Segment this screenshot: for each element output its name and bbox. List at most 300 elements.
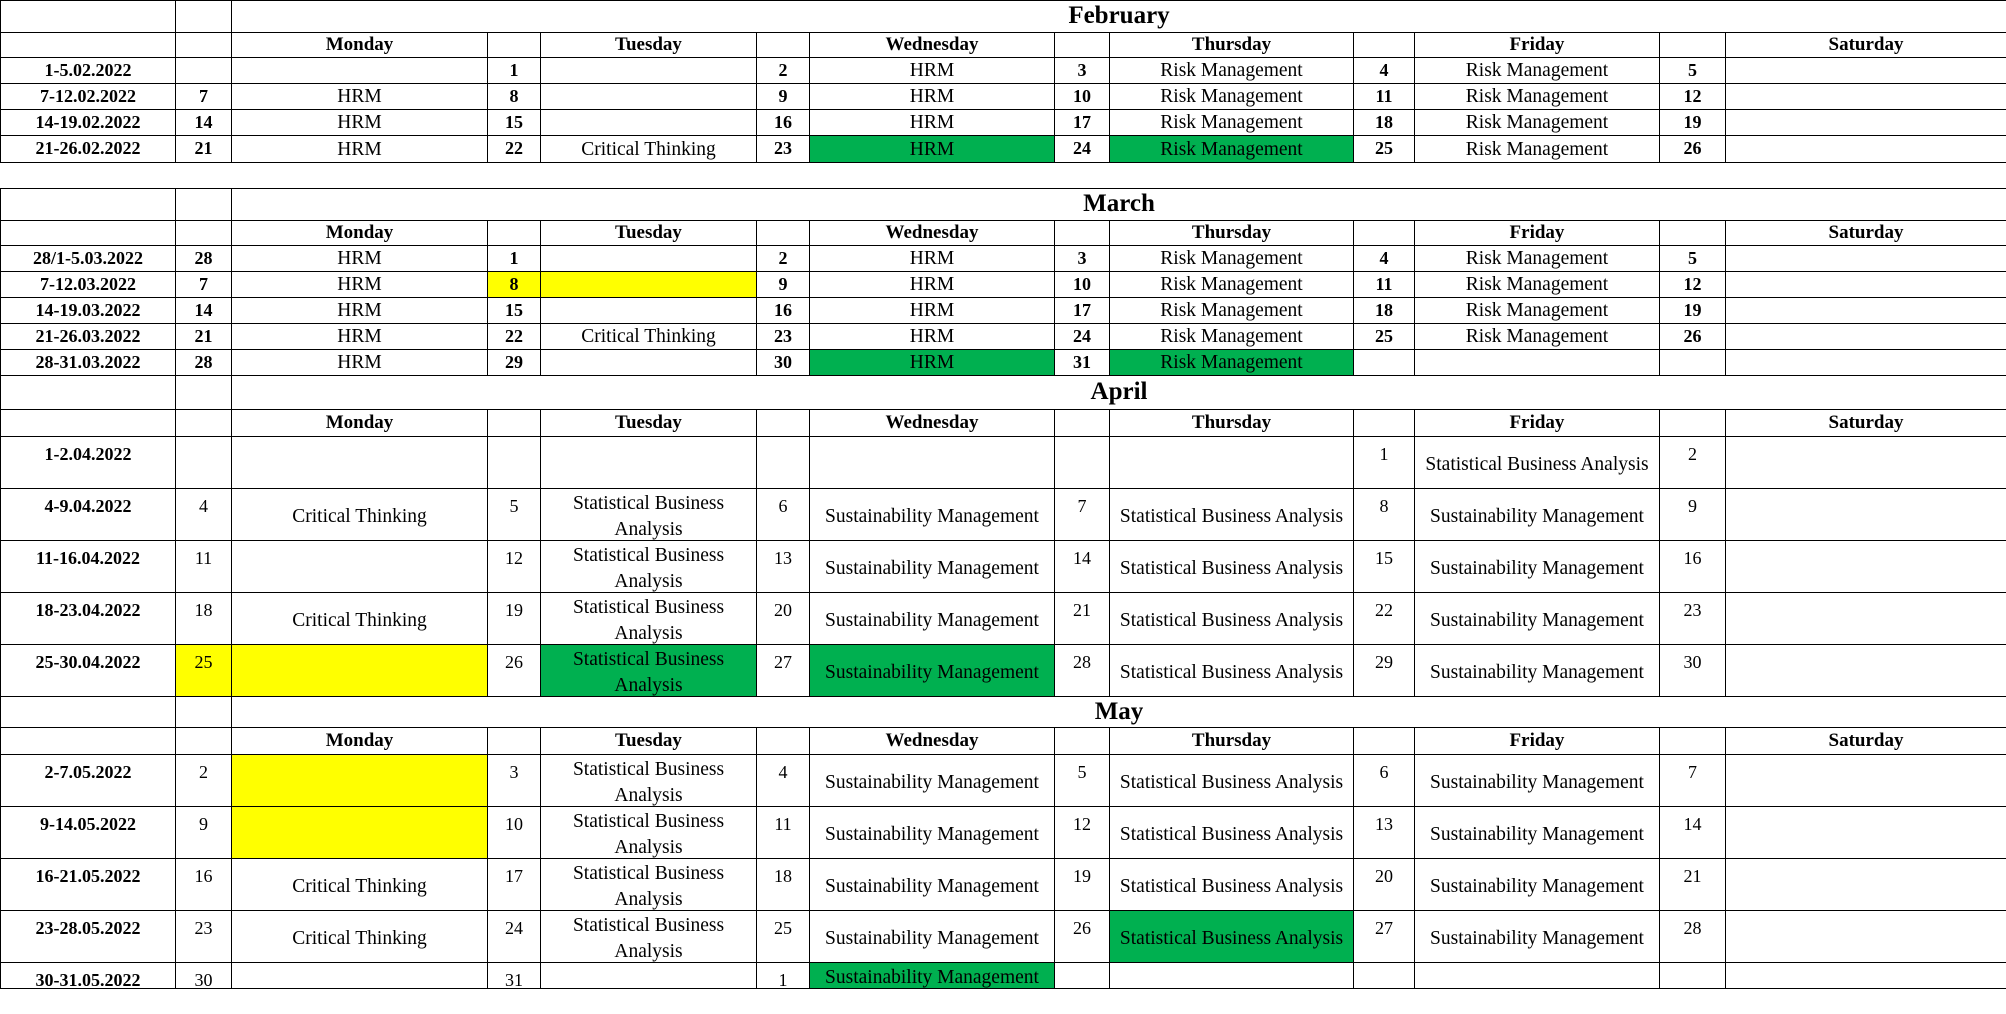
course-cell: Sustainability Management: [809, 858, 1055, 911]
day-number: 17: [1054, 297, 1110, 324]
course-cell: Statistical Business Analysis: [540, 910, 757, 963]
day-number: 14: [1054, 540, 1110, 593]
course-cell: Risk Management: [1109, 57, 1354, 84]
course-cell: [1725, 910, 2006, 963]
day-header: Thursday: [1109, 32, 1354, 58]
course-cell: [231, 436, 488, 489]
week-range-label: 4-9.04.2022: [0, 488, 176, 541]
blank-cell: [175, 375, 232, 410]
day-number: 30: [756, 349, 810, 376]
day-number: 1: [487, 57, 541, 84]
day-number: 30: [1659, 644, 1726, 697]
course-cell: Sustainability Management: [1414, 488, 1660, 541]
day-number: 1: [1353, 436, 1415, 489]
course-cell: [540, 109, 757, 136]
course-cell: [1725, 297, 2006, 324]
course-cell: [540, 436, 757, 489]
course-cell: [1725, 271, 2006, 298]
day-header: Friday: [1414, 32, 1660, 58]
day-number: 28: [1659, 910, 1726, 963]
week-range-label: 21-26.03.2022: [0, 323, 176, 350]
day-header: Tuesday: [540, 727, 757, 755]
day-number: 15: [1353, 540, 1415, 593]
day-number: 25: [1353, 135, 1415, 163]
day-number: 31: [1054, 349, 1110, 376]
course-cell: Sustainability Management: [809, 910, 1055, 963]
day-number: [1353, 962, 1415, 989]
day-number: 11: [1353, 271, 1415, 298]
day-number: 26: [1659, 135, 1726, 163]
course-cell: [1725, 245, 2006, 272]
course-cell: [1725, 754, 2006, 807]
day-number: 3: [1054, 57, 1110, 84]
day-number-header: [1353, 32, 1415, 58]
course-cell: Critical Thinking: [231, 592, 488, 645]
week-range-label: 9-14.05.2022: [0, 806, 176, 859]
day-header: Tuesday: [540, 220, 757, 246]
course-cell: Statistical Business Analysis: [1109, 754, 1354, 807]
day-number: 9: [1659, 488, 1726, 541]
week-range-label: 30-31.05.2022: [0, 962, 176, 989]
day-number: 22: [1353, 592, 1415, 645]
course-cell: Critical Thinking: [540, 135, 757, 163]
course-cell: Sustainability Management: [1414, 910, 1660, 963]
day-number: 24: [1054, 135, 1110, 163]
course-cell: Sustainability Management: [1414, 806, 1660, 859]
course-cell: Risk Management: [1414, 297, 1660, 324]
day-number: 6: [1353, 754, 1415, 807]
course-cell: HRM: [231, 109, 488, 136]
day-number: 5: [1659, 245, 1726, 272]
day-number: 14: [175, 109, 232, 136]
day-number-header: [175, 220, 232, 246]
course-cell: Risk Management: [1414, 57, 1660, 84]
day-number: 19: [1659, 109, 1726, 136]
course-cell: HRM: [231, 135, 488, 163]
day-number: 23: [175, 910, 232, 963]
day-number: 4: [175, 488, 232, 541]
day-header: Friday: [1414, 409, 1660, 437]
course-cell: Risk Management: [1109, 135, 1354, 163]
day-header: Tuesday: [540, 409, 757, 437]
day-number: 27: [756, 644, 810, 697]
day-header: Monday: [231, 727, 488, 755]
day-number-header: [1054, 727, 1110, 755]
course-cell: HRM: [809, 135, 1055, 163]
day-number-header: [756, 409, 810, 437]
day-number: 10: [1054, 271, 1110, 298]
week-range-label: 18-23.04.2022: [0, 592, 176, 645]
day-number-header: [1659, 32, 1726, 58]
day-number: 11: [756, 806, 810, 859]
week-range-label: 2-7.05.2022: [0, 754, 176, 807]
course-cell: Risk Management: [1109, 323, 1354, 350]
day-number: 5: [487, 488, 541, 541]
day-number: [1659, 349, 1726, 376]
day-number: [756, 436, 810, 489]
day-number-header: [1659, 409, 1726, 437]
course-cell: [540, 962, 757, 989]
day-number: 25: [175, 644, 232, 697]
day-number-header: [1353, 220, 1415, 246]
day-number: 26: [487, 644, 541, 697]
course-cell: [1109, 436, 1354, 489]
course-cell: Risk Management: [1109, 271, 1354, 298]
day-number: 21: [175, 323, 232, 350]
week-range-label: 28/1-5.03.2022: [0, 245, 176, 272]
course-cell: [540, 271, 757, 298]
day-header: Saturday: [1725, 32, 2006, 58]
day-number: 16: [175, 858, 232, 911]
course-cell: Statistical Business Analysis: [540, 858, 757, 911]
day-number: 3: [487, 754, 541, 807]
day-number-header: [487, 409, 541, 437]
course-cell: HRM: [809, 83, 1055, 110]
day-number: 15: [487, 297, 541, 324]
course-cell: [540, 349, 757, 376]
day-number-header: [1659, 727, 1726, 755]
blank-cell: [0, 32, 176, 58]
day-header: Saturday: [1725, 727, 2006, 755]
day-number: 16: [756, 109, 810, 136]
day-number: 26: [1659, 323, 1726, 350]
course-cell: [1725, 858, 2006, 911]
course-cell: Statistical Business Analysis: [1109, 644, 1354, 697]
day-number: 20: [756, 592, 810, 645]
day-number: 7: [175, 83, 232, 110]
day-number: [175, 57, 232, 84]
course-cell: Statistical Business Analysis: [540, 592, 757, 645]
course-cell: HRM: [231, 245, 488, 272]
day-number: 18: [175, 592, 232, 645]
course-cell: Critical Thinking: [231, 910, 488, 963]
week-range-label: 25-30.04.2022: [0, 644, 176, 697]
course-cell: Sustainability Management: [1414, 754, 1660, 807]
course-cell: Sustainability Management: [1414, 858, 1660, 911]
day-header: Wednesday: [809, 409, 1055, 437]
day-number: 27: [1353, 910, 1415, 963]
week-range-label: 14-19.03.2022: [0, 297, 176, 324]
month-title: April: [231, 375, 2006, 410]
course-cell: [809, 436, 1055, 489]
day-number: 2: [1659, 436, 1726, 489]
course-cell: Statistical Business Analysis: [1414, 436, 1660, 489]
day-number: [1659, 962, 1726, 989]
month-title: February: [231, 0, 2006, 33]
course-cell: [1725, 436, 2006, 489]
blank-cell: [0, 696, 176, 728]
day-number: 12: [1659, 271, 1726, 298]
course-cell: [1725, 592, 2006, 645]
course-cell: Sustainability Management: [1414, 540, 1660, 593]
course-cell: Risk Management: [1414, 245, 1660, 272]
day-number: 7: [1054, 488, 1110, 541]
day-number: 28: [175, 349, 232, 376]
course-cell: Risk Management: [1414, 271, 1660, 298]
course-cell: Risk Management: [1109, 83, 1354, 110]
course-cell: Statistical Business Analysis: [1109, 540, 1354, 593]
course-cell: HRM: [809, 349, 1055, 376]
week-range-label: 11-16.04.2022: [0, 540, 176, 593]
day-header: Thursday: [1109, 727, 1354, 755]
day-number: 14: [1659, 806, 1726, 859]
course-cell: Statistical Business Analysis: [540, 644, 757, 697]
blank-cell: [175, 188, 232, 221]
day-number: 12: [487, 540, 541, 593]
day-number: 1: [756, 962, 810, 989]
day-number: 30: [175, 962, 232, 989]
day-number-header: [756, 32, 810, 58]
day-number: 23: [1659, 592, 1726, 645]
course-cell: [231, 754, 488, 807]
course-cell: HRM: [231, 349, 488, 376]
day-number: 10: [487, 806, 541, 859]
course-cell: HRM: [809, 245, 1055, 272]
blank-cell: [0, 188, 176, 221]
day-header: Monday: [231, 220, 488, 246]
course-cell: [1725, 488, 2006, 541]
course-cell: Critical Thinking: [540, 323, 757, 350]
day-number: 1: [487, 245, 541, 272]
day-number: 8: [1353, 488, 1415, 541]
course-cell: [540, 297, 757, 324]
day-header: Wednesday: [809, 32, 1055, 58]
day-number: 4: [756, 754, 810, 807]
day-number: 7: [175, 271, 232, 298]
day-header: Monday: [231, 409, 488, 437]
day-number-header: [175, 727, 232, 755]
course-cell: Risk Management: [1414, 83, 1660, 110]
course-cell: Risk Management: [1414, 109, 1660, 136]
day-number: 14: [175, 297, 232, 324]
course-cell: [1725, 135, 2006, 163]
course-cell: [540, 83, 757, 110]
course-cell: Sustainability Management: [809, 754, 1055, 807]
day-number: 23: [756, 135, 810, 163]
day-number: 19: [1054, 858, 1110, 911]
course-cell: [1414, 349, 1660, 376]
day-number: 10: [1054, 83, 1110, 110]
course-cell: Statistical Business Analysis: [1109, 806, 1354, 859]
course-cell: [1725, 323, 2006, 350]
day-number: 20: [1353, 858, 1415, 911]
course-cell: Sustainability Management: [809, 962, 1055, 989]
day-number: 18: [1353, 109, 1415, 136]
blank-cell: [0, 375, 176, 410]
day-number: 11: [1353, 83, 1415, 110]
day-number: 21: [1054, 592, 1110, 645]
day-number: 25: [1353, 323, 1415, 350]
day-number: 6: [756, 488, 810, 541]
course-cell: Sustainability Management: [1414, 592, 1660, 645]
course-cell: Sustainability Management: [809, 592, 1055, 645]
day-number: 19: [1659, 297, 1726, 324]
day-number: 8: [487, 83, 541, 110]
day-number: 18: [756, 858, 810, 911]
blank-cell: [0, 220, 176, 246]
course-cell: Critical Thinking: [231, 488, 488, 541]
course-cell: Sustainability Management: [809, 806, 1055, 859]
day-number-header: [1353, 409, 1415, 437]
day-number-header: [1054, 32, 1110, 58]
course-cell: [231, 644, 488, 697]
day-header: Friday: [1414, 727, 1660, 755]
day-number: 19: [487, 592, 541, 645]
course-cell: Statistical Business Analysis: [540, 540, 757, 593]
month-title: May: [231, 696, 2006, 728]
day-number: [175, 436, 232, 489]
blank-cell: [0, 409, 176, 437]
course-cell: Risk Management: [1414, 135, 1660, 163]
day-number-header: [1054, 409, 1110, 437]
day-header: Friday: [1414, 220, 1660, 246]
month-title: March: [231, 188, 2006, 221]
day-number: 2: [756, 245, 810, 272]
course-cell: HRM: [231, 297, 488, 324]
course-cell: [231, 540, 488, 593]
week-range-label: 7-12.02.2022: [0, 83, 176, 110]
day-number: 13: [756, 540, 810, 593]
day-number: [1054, 962, 1110, 989]
day-number: 18: [1353, 297, 1415, 324]
day-number: 2: [175, 754, 232, 807]
day-number: 22: [487, 323, 541, 350]
day-number-header: [756, 727, 810, 755]
course-cell: [1725, 109, 2006, 136]
day-number: 31: [487, 962, 541, 989]
course-cell: Statistical Business Analysis: [1109, 488, 1354, 541]
course-cell: [231, 962, 488, 989]
course-cell: [1725, 806, 2006, 859]
week-range-label: 14-19.02.2022: [0, 109, 176, 136]
week-range-label: 7-12.03.2022: [0, 271, 176, 298]
day-number-header: [175, 32, 232, 58]
day-number: 26: [1054, 910, 1110, 963]
course-cell: [1725, 644, 2006, 697]
day-number: 3: [1054, 245, 1110, 272]
course-cell: [1109, 962, 1354, 989]
blank-cell: [175, 0, 232, 33]
day-number: 21: [1659, 858, 1726, 911]
course-cell: [231, 57, 488, 84]
day-header: Monday: [231, 32, 488, 58]
course-cell: [1725, 83, 2006, 110]
day-number-header: [1353, 727, 1415, 755]
course-cell: Statistical Business Analysis: [540, 488, 757, 541]
course-cell: Risk Management: [1109, 349, 1354, 376]
course-cell: Sustainability Management: [809, 540, 1055, 593]
day-number: 5: [1054, 754, 1110, 807]
course-cell: Statistical Business Analysis: [540, 754, 757, 807]
day-number: 28: [175, 245, 232, 272]
course-cell: Statistical Business Analysis: [1109, 910, 1354, 963]
course-cell: Critical Thinking: [231, 858, 488, 911]
day-number: 16: [1659, 540, 1726, 593]
day-number: 28: [1054, 644, 1110, 697]
day-number: 24: [487, 910, 541, 963]
day-number: 7: [1659, 754, 1726, 807]
day-header: Saturday: [1725, 409, 2006, 437]
day-number: [1353, 349, 1415, 376]
day-number: 5: [1659, 57, 1726, 84]
week-range-label: 16-21.05.2022: [0, 858, 176, 911]
day-number: [1054, 436, 1110, 489]
day-number-header: [487, 727, 541, 755]
course-cell: [1725, 349, 2006, 376]
day-header: Wednesday: [809, 727, 1055, 755]
day-number: 11: [175, 540, 232, 593]
day-number-header: [487, 220, 541, 246]
day-number: 4: [1353, 245, 1415, 272]
week-range-label: 21-26.02.2022: [0, 135, 176, 163]
course-cell: Sustainability Management: [809, 644, 1055, 697]
blank-cell: [0, 727, 176, 755]
day-number: 16: [756, 297, 810, 324]
course-cell: HRM: [809, 271, 1055, 298]
day-number: 9: [175, 806, 232, 859]
day-header: Thursday: [1109, 409, 1354, 437]
blank-cell: [0, 0, 176, 33]
day-number: 13: [1353, 806, 1415, 859]
day-number: 24: [1054, 323, 1110, 350]
course-cell: [1414, 962, 1660, 989]
day-number: 9: [756, 83, 810, 110]
day-header: Thursday: [1109, 220, 1354, 246]
course-cell: HRM: [809, 57, 1055, 84]
blank-cell: [175, 696, 232, 728]
course-cell: [1725, 540, 2006, 593]
day-header: Wednesday: [809, 220, 1055, 246]
day-number: 25: [756, 910, 810, 963]
day-number: 22: [487, 135, 541, 163]
week-range-label: 1-5.02.2022: [0, 57, 176, 84]
course-cell: Risk Management: [1109, 109, 1354, 136]
course-cell: HRM: [809, 323, 1055, 350]
course-cell: Statistical Business Analysis: [1109, 858, 1354, 911]
course-cell: Sustainability Management: [809, 488, 1055, 541]
course-cell: HRM: [231, 83, 488, 110]
course-cell: Risk Management: [1109, 245, 1354, 272]
course-cell: HRM: [231, 271, 488, 298]
week-range-label: 28-31.03.2022: [0, 349, 176, 376]
day-number: [487, 436, 541, 489]
course-cell: HRM: [809, 109, 1055, 136]
day-number: 29: [1353, 644, 1415, 697]
day-number: 8: [487, 271, 541, 298]
day-number: 4: [1353, 57, 1415, 84]
day-number: 2: [756, 57, 810, 84]
day-number-header: [1659, 220, 1726, 246]
day-number: 15: [487, 109, 541, 136]
course-cell: [1725, 57, 2006, 84]
day-number: 29: [487, 349, 541, 376]
day-header: Saturday: [1725, 220, 2006, 246]
course-cell: Risk Management: [1109, 297, 1354, 324]
day-number-header: [756, 220, 810, 246]
week-range-label: 23-28.05.2022: [0, 910, 176, 963]
day-number: 12: [1659, 83, 1726, 110]
day-number-header: [1054, 220, 1110, 246]
course-cell: [540, 245, 757, 272]
course-cell: [231, 806, 488, 859]
course-cell: Sustainability Management: [1414, 644, 1660, 697]
day-number: 12: [1054, 806, 1110, 859]
day-number: 17: [1054, 109, 1110, 136]
week-range-label: 1-2.04.2022: [0, 436, 176, 489]
day-number: 17: [487, 858, 541, 911]
course-cell: Statistical Business Analysis: [540, 806, 757, 859]
course-cell: [540, 57, 757, 84]
